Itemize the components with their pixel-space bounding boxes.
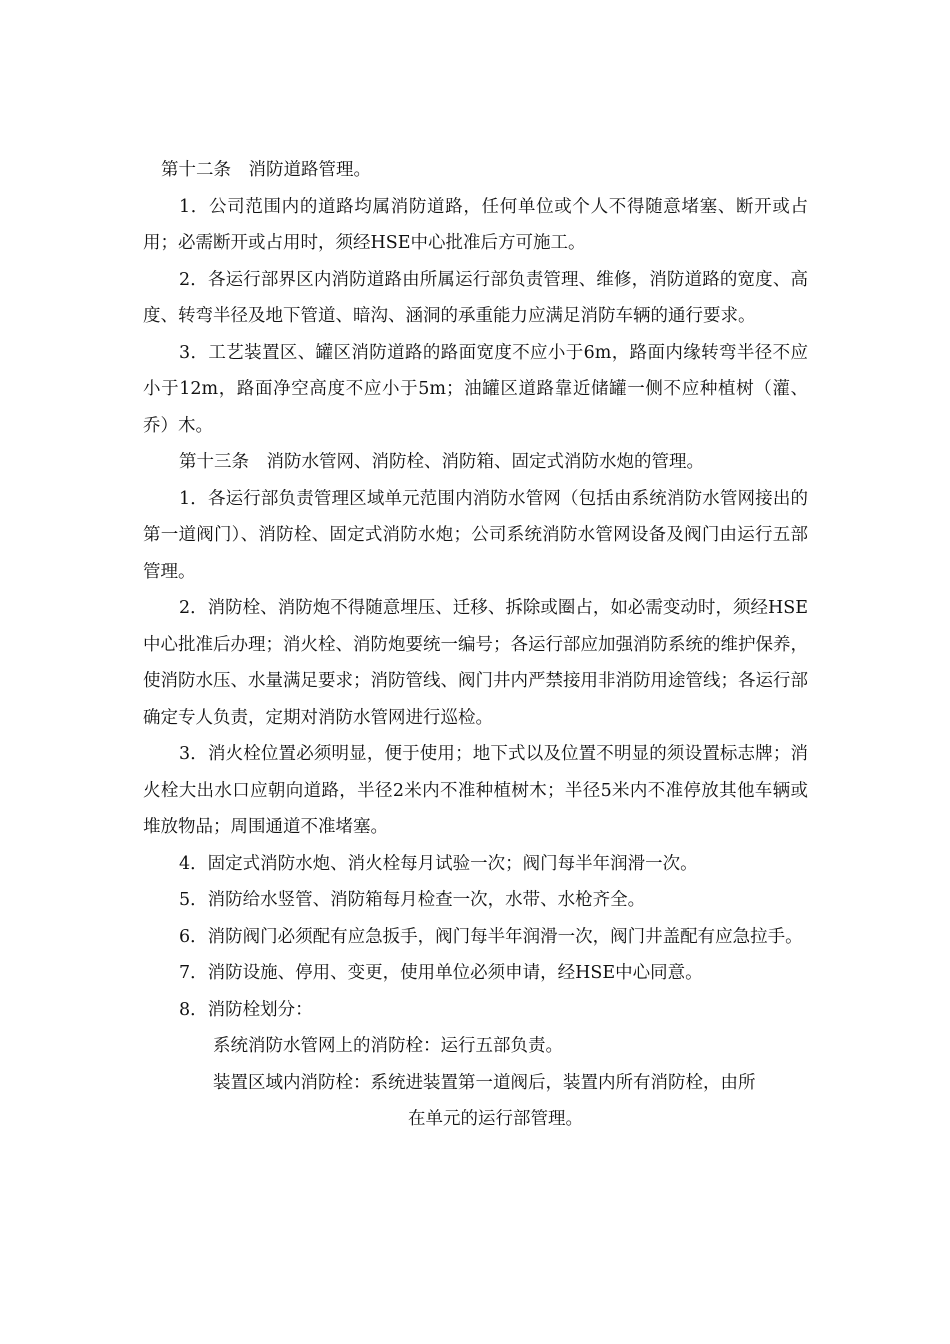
article-12-item-3: 3．工艺装置区、罐区消防道路的路面宽度不应小于6m，路面内缘转弯半径不应小于12m，路面净空高度不应小于5m；油罐区道路靠近储罐一侧不应种植树（灌、乔）木。	[143, 342, 808, 436]
article-13-item-4: 4．固定式消防水炮、消火栓每月试验一次；阀门每半年润滑一次。	[179, 853, 698, 874]
article-13-item-6: 6．消防阀门必须配有应急扳手，阀门每半年润滑一次，阀门井盖配有应急拉手。	[179, 926, 803, 947]
article-12-item-2: 2．各运行部界区内消防道路由所属运行部负责管理、维修，消防道路的宽度、高度、转弯半径及地下管道、暗沟、涵洞的承重能力应满足消防车辆的通行要求。	[143, 269, 808, 326]
article-12-heading: 第十二条 消防道路管理。	[161, 160, 371, 180]
hydrant-division-system: 系统消防水管网上的消防栓：运行五部负责。	[213, 1036, 563, 1056]
article-13-item-8: 8．消防栓划分：	[179, 999, 313, 1020]
article-13-item-2: 2．消防栓、消防炮不得随意埋压、迁移、拆除或圈占，如必需变动时，须经HSE中心批准后办理；消火栓、消防炮要统一编号；各运行部应加强消防系统的维护保养，使消防水压、水量满足要求；消防管线、阀门井内严禁接用非消防用途管线；各运行部确定专人负责，定期对消防水管网进行巡检。	[143, 598, 808, 728]
hydrant-division-device-line-1: 装置区域内消防栓：系统进装置第一道阀后，装置内所有消防栓，由所	[213, 1072, 756, 1093]
article-12-item-1: 1．公司范围内的道路均属消防道路，任何单位或个人不得随意堵塞、断开或占用；必需断开或占用时，须经HSE中心批准后方可施工。	[143, 196, 808, 253]
article-13-item-3: 3．消火栓位置必须明显，便于使用；地下式以及位置不明显的须设置标志牌；消火栓大出水口应朝向道路，半径2米内不准种植树木；半径5米内不准停放其他车辆或堆放物品；周围通道不准堵塞。	[143, 744, 808, 837]
hydrant-division-device-line-2: 在单元的运行部管理。	[408, 1109, 583, 1129]
article-13-item-7: 7．消防设施、停用、变更，使用单位必须申请，经HSE中心同意。	[179, 963, 703, 983]
document-body	[143, 152, 808, 1138]
article-13-heading: 第十三条 消防水管网、消防栓、消防箱、固定式消防水炮的管理。	[179, 452, 704, 472]
article-13-item-1: 1．各运行部负责管理区域单元范围内消防水管网（包括由系统消防水管网接出的第一道阀门）、消防栓、固定式消防水炮；公司系统消防水管网设备及阀门由运行五部管理。	[143, 488, 808, 582]
article-13-item-5: 5．消防给水竖管、消防箱每月检查一次，水带、水枪齐全。	[179, 890, 646, 910]
